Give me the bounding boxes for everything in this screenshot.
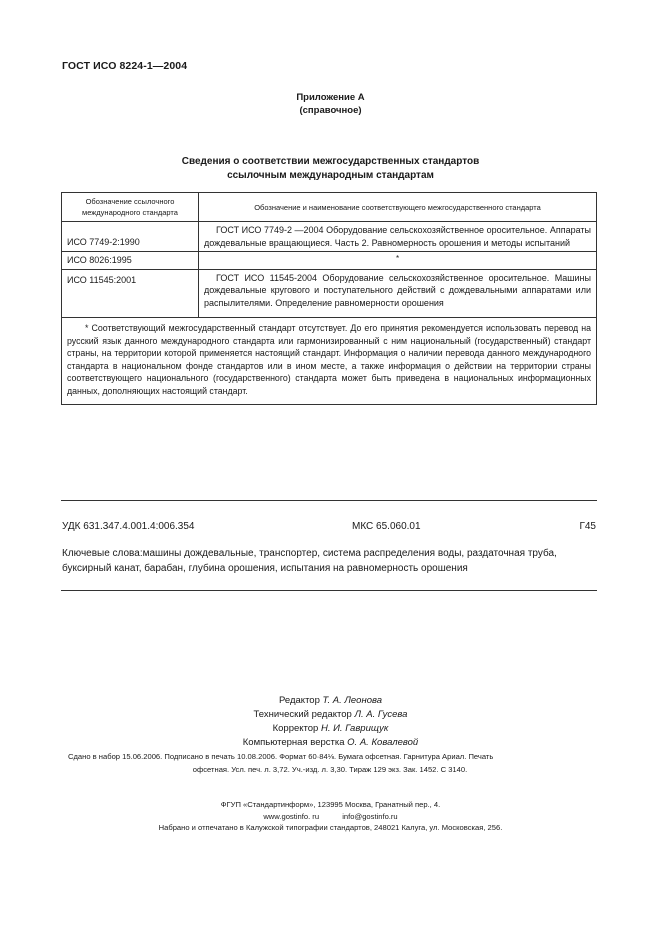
publishing-line1: Сдано в набор 15.06.2006. Подписано в печать 10.08.2006. Формат 60·84⅛. Бумага офсетная. Гарнитура Ариал. Печать [68, 752, 494, 761]
credit-name: Н. И. Гаврищук [320, 723, 389, 734]
udk-code: УДК 631.347.4.001.4:006.354 [62, 521, 195, 532]
group-code: Г45 [579, 521, 596, 532]
table-row [62, 252, 597, 270]
section-title-line2: ссылочным международным стандартам [227, 170, 434, 181]
keywords: Ключевые слова:машины дождевальные, транспортер, система распределения воды, раздаточная труба, буксирный канат, барабан, глубина орошения, испытания на равномерность орошения [62, 548, 557, 574]
credit-role: Компьютерная верстка [242, 737, 345, 748]
table-footnote: * Соответствующий межгосударственный стандарт отсутствует. До его принятия рекомендуется использовать перевод на русский язык данного международного стандарта или гармонизированный с ним национальный (государственный) стандарт страны, на территории которой применяется настоящий стандарт. Информация о наличии перевода данного международного стандарта в национальном фонде стандартов или в ином месте, а также информация о действии на территории страны соответствующего национального (государственного) стандарта может быть приведена в национальных информационных данных, дополняющих настоящий стандарт. [62, 318, 597, 405]
credit-editor [0, 694, 661, 708]
appendix-title: Приложение А [296, 92, 365, 103]
credit-role: Корректор [272, 723, 319, 734]
interstate-standard: ГОСТ ИСО 7749-2 —2004 Оборудование сельскохозяйственное оросительное. Аппараты дождевальные вращающиеся. Часть 2. Равномерность орошения и методы испытаний [199, 222, 597, 252]
credit-name: Т. А. Леонова [322, 695, 383, 706]
section-title-line1: Сведения о соответствии межгосударственных стандартов [181, 156, 480, 167]
appendix-subtitle: (справочное) [299, 105, 362, 116]
divider-bottom [61, 590, 597, 591]
publisher-info [0, 799, 661, 834]
credit-layout [0, 736, 661, 750]
publisher-line2: www.gostinfo. ru info@gostinfo.ru [263, 811, 398, 821]
credit-name: Л. А. Гусева [354, 709, 408, 720]
table-footnote-row [62, 318, 597, 405]
interstate-standard: ГОСТ ИСО 11545-2004 Оборудование сельскохозяйственное оросительное. Машины дождевальные кругового и поступательного действий с дождевальными аппаратами или распылителями. Определение равномерности орошения [199, 269, 597, 318]
table-row [62, 222, 597, 252]
credit-role: Редактор [278, 695, 320, 706]
divider-top [61, 500, 597, 501]
reference-standard: ИСО 7749-2:1990 [62, 222, 199, 252]
interstate-standard: * [199, 252, 597, 270]
credit-tech-editor [0, 708, 661, 722]
appendix-heading [0, 91, 661, 117]
credit-proofreader [0, 722, 661, 736]
mks-code: МКС 65.060.01 [352, 521, 421, 532]
publishing-line2: офсетная. Усл. печ. л. 3,72. Уч.-изд. л. 3,30. Тираж 129 экз. Зак. 1452. С 3140. [192, 764, 468, 774]
table-row [62, 269, 597, 318]
publisher-line1: ФГУП «Стандартинформ», 123995 Москва, Гранатный пер., 4. [220, 800, 441, 809]
publishing-info [68, 751, 592, 776]
reference-standard: ИСО 11545:2001 [62, 269, 199, 318]
credits-block [0, 694, 661, 750]
publisher-line3: Набрано и отпечатано в Калужской типографии стандартов, 248021 Калуга, ул. Московская, 256. [158, 823, 503, 832]
col-header-interstate: Обозначение и наименование соответствующего межгосударственного стандарта [199, 193, 597, 222]
credit-role: Технический редактор [253, 709, 352, 720]
classification-codes [62, 521, 596, 535]
document-code: ГОСТ ИСО 8224-1—2004 [62, 60, 188, 72]
reference-standard: ИСО 8026:1995 [62, 252, 199, 270]
section-title [0, 155, 661, 183]
credit-name: О. А. Ковалевой [347, 737, 419, 748]
standards-table [61, 192, 597, 405]
table-header-row [62, 193, 597, 222]
col-header-reference: Обозначение ссылочного международного стандарта [62, 193, 199, 222]
